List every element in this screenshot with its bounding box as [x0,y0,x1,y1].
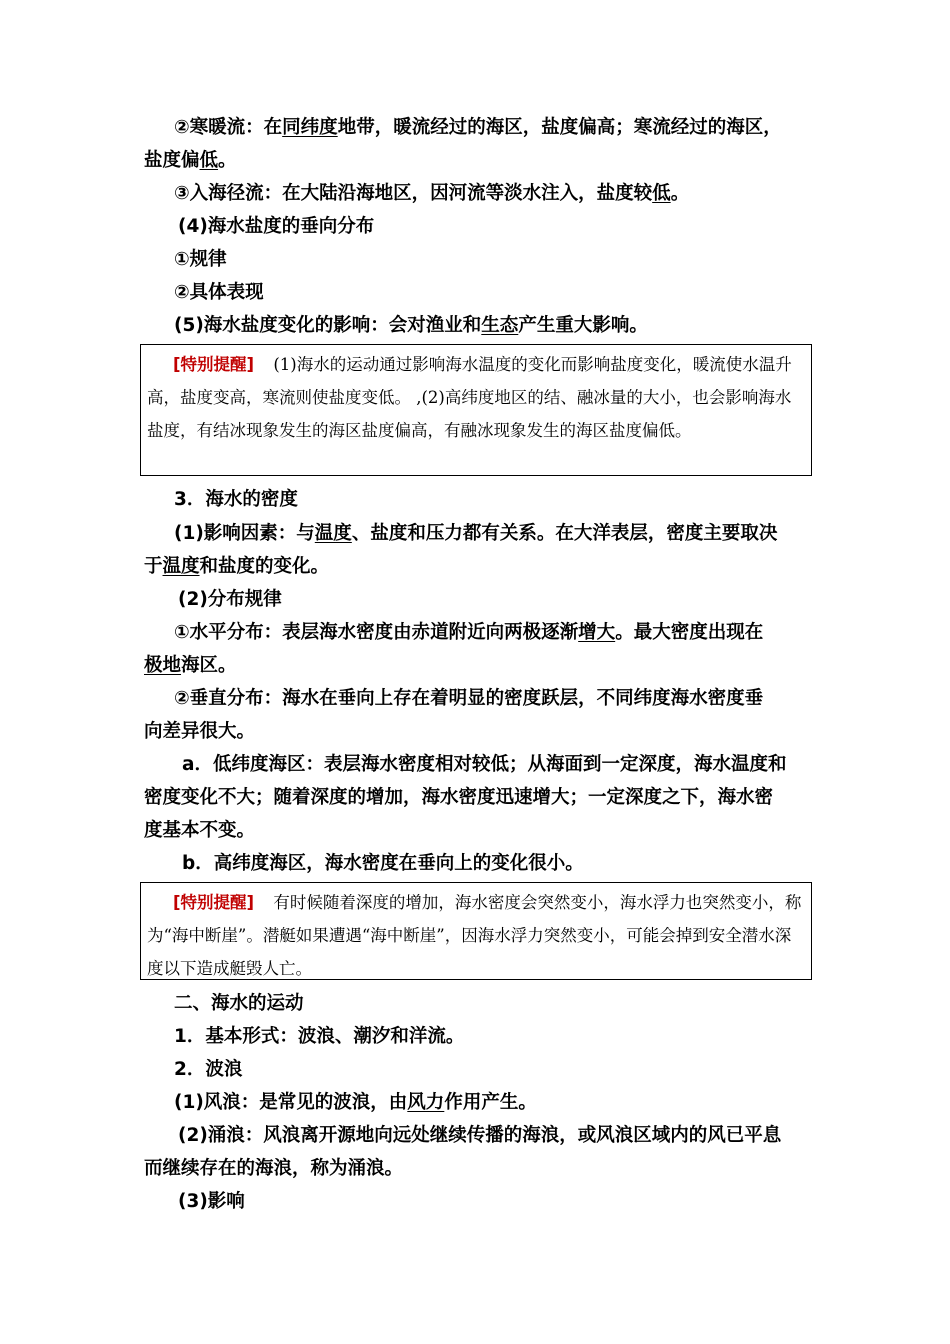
river-runoff-line: ③入海径流：在大陆沿海地区，因河流等淡水注入，盐度较低。 [174,183,690,204]
swell-line: (2)涌浪：风浪离开源地向远处继续传播的海浪，或风浪区域内的风已平息 [178,1125,782,1146]
density-factors-line: (1)影响因素：与温度、盐度和压力都有关系。在大洋表层，密度主要取决 [174,523,778,544]
reminder-text: (1)海水的运动通过影响海水温度的变化而影响盐度变化，暖流使水温升高，盐度变高，寒流则使盐度变低。 ,(2)高纬度地区的结、融冰量的大小，也会影响海水盐度，有结冰现象发生的海区盐度偏高，有融冰现象发生的海区盐度偏低。 [147,355,792,440]
high-latitude-line: b．高纬度海区，海水密度在垂向上的变化很小。 [182,853,584,874]
distribution-heading: (2)分布规律 [178,589,282,610]
low-latitude-line: a．低纬度海区：表层海水密度相对较低；从海面到一定深度，海水温度和 [182,754,787,775]
swell-line-2: 而继续存在的海浪，称为涌浪。 [144,1158,404,1179]
reminder-tag: [特别提醒] [173,355,255,374]
horizontal-distribution-line-2: 极地海区。 [144,655,237,676]
seawater-motion-heading: 二、海水的运动 [174,993,304,1014]
warm-cold-current-line-2: 盐度偏低。 [144,150,237,171]
reminder-text: 有时候随着深度的增加，海水密度会突然变小，海水浮力也突然变小，称为“海中断崖”。潜艇如果遭遇“海中断崖”，因海水浮力突然变小，可能会掉到安全潜水深度以下造成艇毁人亡。 [147,893,802,978]
basic-forms-line: 1．基本形式：波浪、潮汐和洋流。 [174,1026,465,1047]
special-reminder-box-2 [140,882,812,980]
vertical-salinity-heading: (4)海水盐度的垂向分布 [178,216,375,237]
reminder-tag: [特别提醒] [173,893,255,912]
density-factors-line-2: 于温度和盐度的变化。 [144,556,330,577]
density-heading: 3．海水的密度 [174,489,298,510]
rule-item: ①规律 [174,249,227,270]
special-reminder-box-1 [140,344,812,476]
warm-cold-current-line: ②寒暖流：在同纬度地带，暖流经过的海区，盐度偏高；寒流经过的海区， [174,117,782,138]
waves-heading: 2．波浪 [174,1059,243,1080]
low-latitude-line-3: 度基本不变。 [144,820,256,841]
vertical-distribution-line-2: 向差异很大。 [144,721,256,742]
wind-wave-line: (1)风浪：是常见的波浪，由风力作用产生。 [174,1092,537,1113]
low-latitude-line-2: 密度变化不大；随着深度的增加，海水密度迅速增大；一定深度之下，海水密 [144,787,774,808]
salinity-impact-line: (5)海水盐度变化的影响：会对渔业和生态产生重大影响。 [174,315,648,336]
impact-heading: (3)影响 [178,1191,245,1212]
performance-item: ②具体表现 [174,282,264,303]
vertical-distribution-line: ②垂直分布：海水在垂向上存在着明显的密度跃层，不同纬度海水密度垂 [174,688,764,709]
horizontal-distribution-line: ①水平分布：表层海水密度由赤道附近向两极逐渐增大。最大密度出现在 [174,622,764,643]
